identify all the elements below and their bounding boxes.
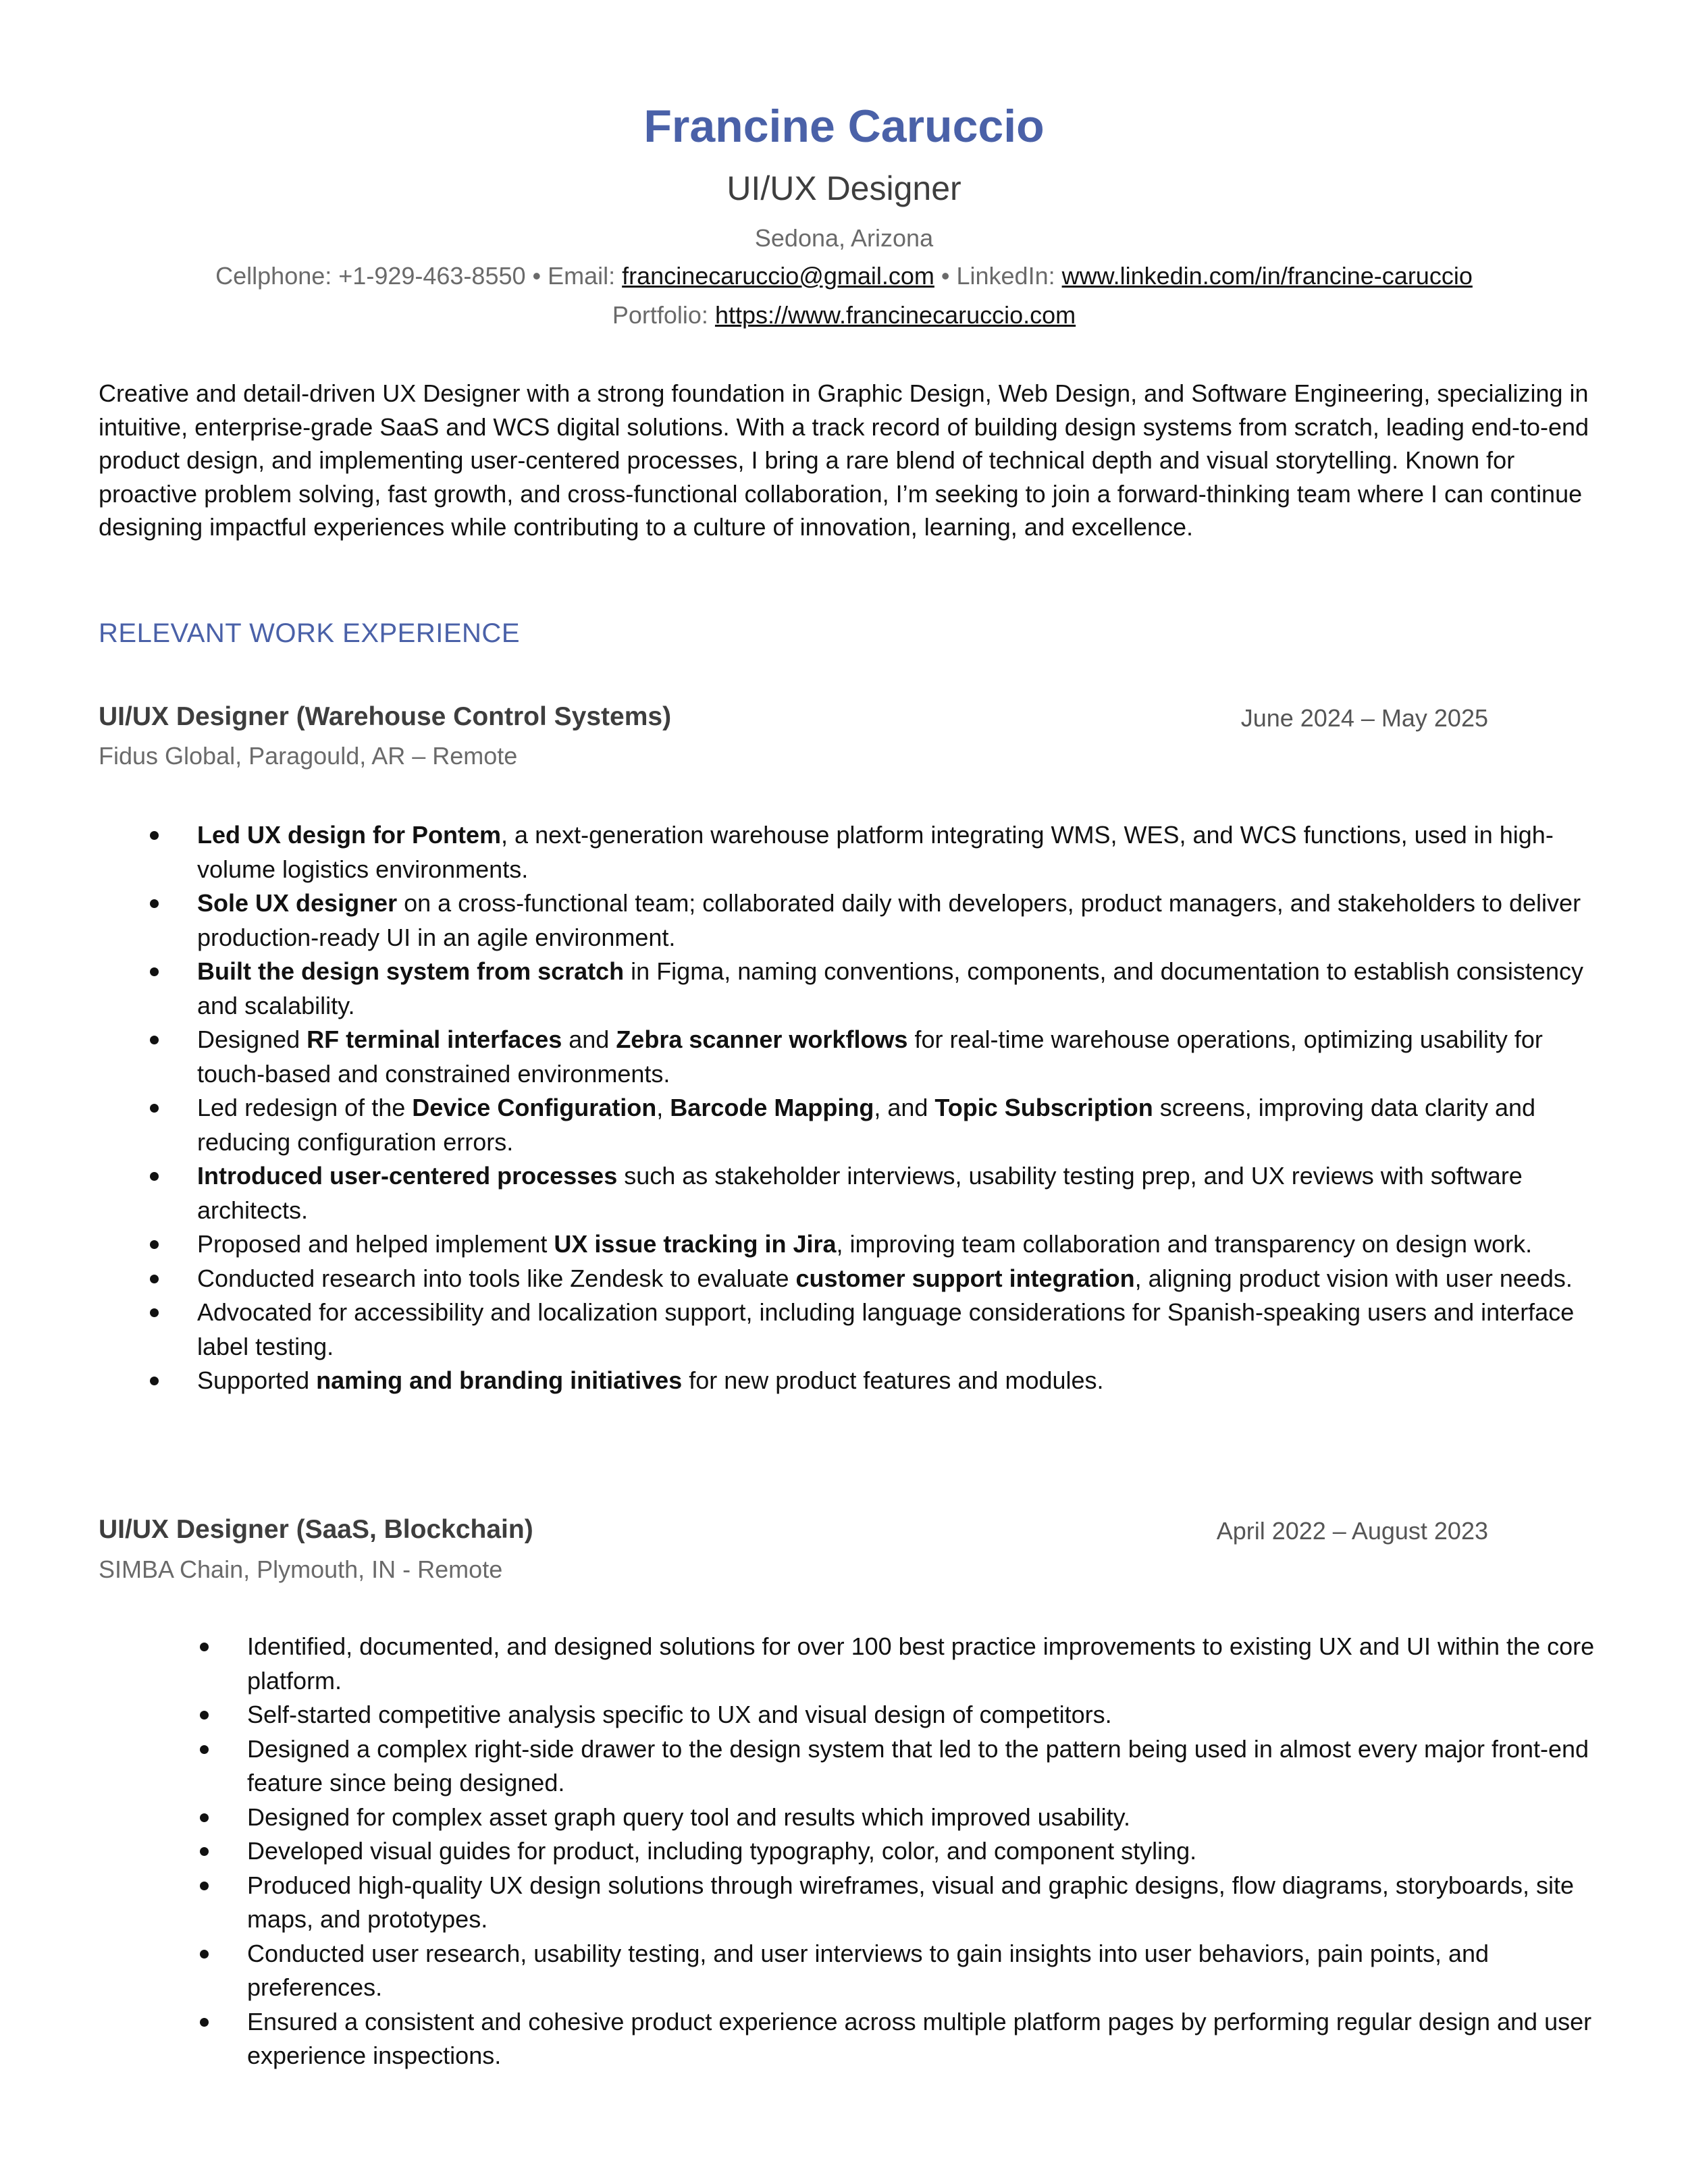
- portfolio-label: Portfolio:: [612, 301, 715, 329]
- section-heading-experience: RELEVANT WORK EXPERIENCE: [99, 618, 520, 648]
- separator: •: [525, 262, 548, 290]
- email-link[interactable]: francinecaruccio@gmail.com: [622, 262, 934, 290]
- portfolio-line: [0, 301, 1688, 329]
- list-item: Developed visual guides for product, including typography, color, and component styling.: [247, 1834, 1596, 1869]
- contact-line: [0, 262, 1688, 290]
- job-title: UI/UX Designer (SaaS, Blockchain): [99, 1515, 533, 1544]
- list-item: Conducted research into tools like Zendesk to evaluate customer support integration, aligning product vision with user needs.: [197, 1262, 1596, 1296]
- list-item: Ensured a consistent and cohesive product experience across multiple platform pages by performing regular design and user experience inspections.: [247, 2005, 1596, 2073]
- list-item: Led UX design for Pontem, a next-generation warehouse platform integrating WMS, WES, and WCS functions, used in high-volume logistics environments.: [197, 818, 1596, 886]
- email-label: Email:: [548, 262, 623, 290]
- list-item: Built the design system from scratch in Figma, naming conventions, components, and documentation to establish consistency and scalability.: [197, 955, 1596, 1023]
- list-item: Proposed and helped implement UX issue tracking in Jira, improving team collaboration and transparency on design work.: [197, 1227, 1596, 1262]
- list-item: Designed a complex right-side drawer to the design system that led to the pattern being used in almost every major front-end feature since being designed.: [247, 1732, 1596, 1801]
- location: Sedona, Arizona: [754, 224, 934, 252]
- job-title: UI/UX Designer (Warehouse Control Systems): [99, 702, 672, 731]
- candidate-name: Francine Caruccio: [643, 101, 1045, 152]
- cellphone: +1-929-463-8550: [338, 262, 526, 290]
- list-item: Designed RF terminal interfaces and Zebra scanner workflows for real-time warehouse operations, optimizing usability for touch-based and constrained environments.: [197, 1023, 1596, 1091]
- portfolio-link[interactable]: https://www.francinecaruccio.com: [714, 301, 1076, 329]
- list-item: Advocated for accessibility and localization support, including language considerations for Spanish-speaking users and interface label testing.: [197, 1296, 1596, 1364]
- job-bullet-list: [197, 818, 1596, 1398]
- job-dates: April 2022 – August 2023: [1216, 1517, 1488, 1545]
- linkedin-link[interactable]: www.linkedin.com/in/francine-caruccio: [1061, 262, 1473, 290]
- list-item: Identified, documented, and designed solutions for over 100 best practice improvements to existing UX and UI within the core platform.: [247, 1630, 1596, 1698]
- job-headline: UI/UX Designer: [727, 169, 961, 207]
- list-item: Led redesign of the Device Configuration, Barcode Mapping, and Topic Subscription screens, improving data clarity and reducing configuration errors.: [197, 1091, 1596, 1159]
- linkedin-label: LinkedIn:: [956, 262, 1062, 290]
- job-company: SIMBA Chain, Plymouth, IN - Remote: [99, 1555, 503, 1583]
- list-item: Produced high-quality UX design solutions through wireframes, visual and graphic designs, flow diagrams, storyboards, site maps, and prototypes.: [247, 1869, 1596, 1937]
- job-dates: June 2024 – May 2025: [1240, 704, 1488, 732]
- separator: •: [934, 262, 957, 290]
- list-item: Designed for complex asset graph query tool and results which improved usability.: [247, 1801, 1596, 1835]
- professional-summary: Creative and detail-driven UX Designer with a strong foundation in Graphic Design, Web Design, and Software Engineering, specializing in intuitive, enterprise-grade SaaS and WCS digital solutions. With a track record of building design systems from scratch, leading end-to-end product design, and implementing user-centered processes, I bring a rare blend of technical depth and visual storytelling. Known for proactive problem solving, fast growth, and cross-functional collaboration, I’m seeking to join a forward-thinking team where I can continue designing impactful experiences while contributing to a culture of innovation, learning, and excellence.: [99, 379, 1589, 541]
- list-item: Supported naming and branding initiatives for new product features and modules.: [197, 1364, 1596, 1398]
- list-item: Conducted user research, usability testing, and user interviews to gain insights into user behaviors, pain points, and preferences.: [247, 1937, 1596, 2005]
- list-item: Self-started competitive analysis specific to UX and visual design of competitors.: [247, 1698, 1596, 1732]
- list-item: Sole UX designer on a cross-functional team; collaborated daily with developers, product managers, and stakeholders to deliver production-ready UI in an agile environment.: [197, 886, 1596, 955]
- job-company: Fidus Global, Paragould, AR – Remote: [99, 742, 518, 770]
- job-bullet-list: [247, 1630, 1596, 2073]
- list-item: Introduced user-centered processes such as stakeholder interviews, usability testing prep, and UX reviews with software architects.: [197, 1159, 1596, 1227]
- cellphone-label: Cellphone:: [215, 262, 339, 290]
